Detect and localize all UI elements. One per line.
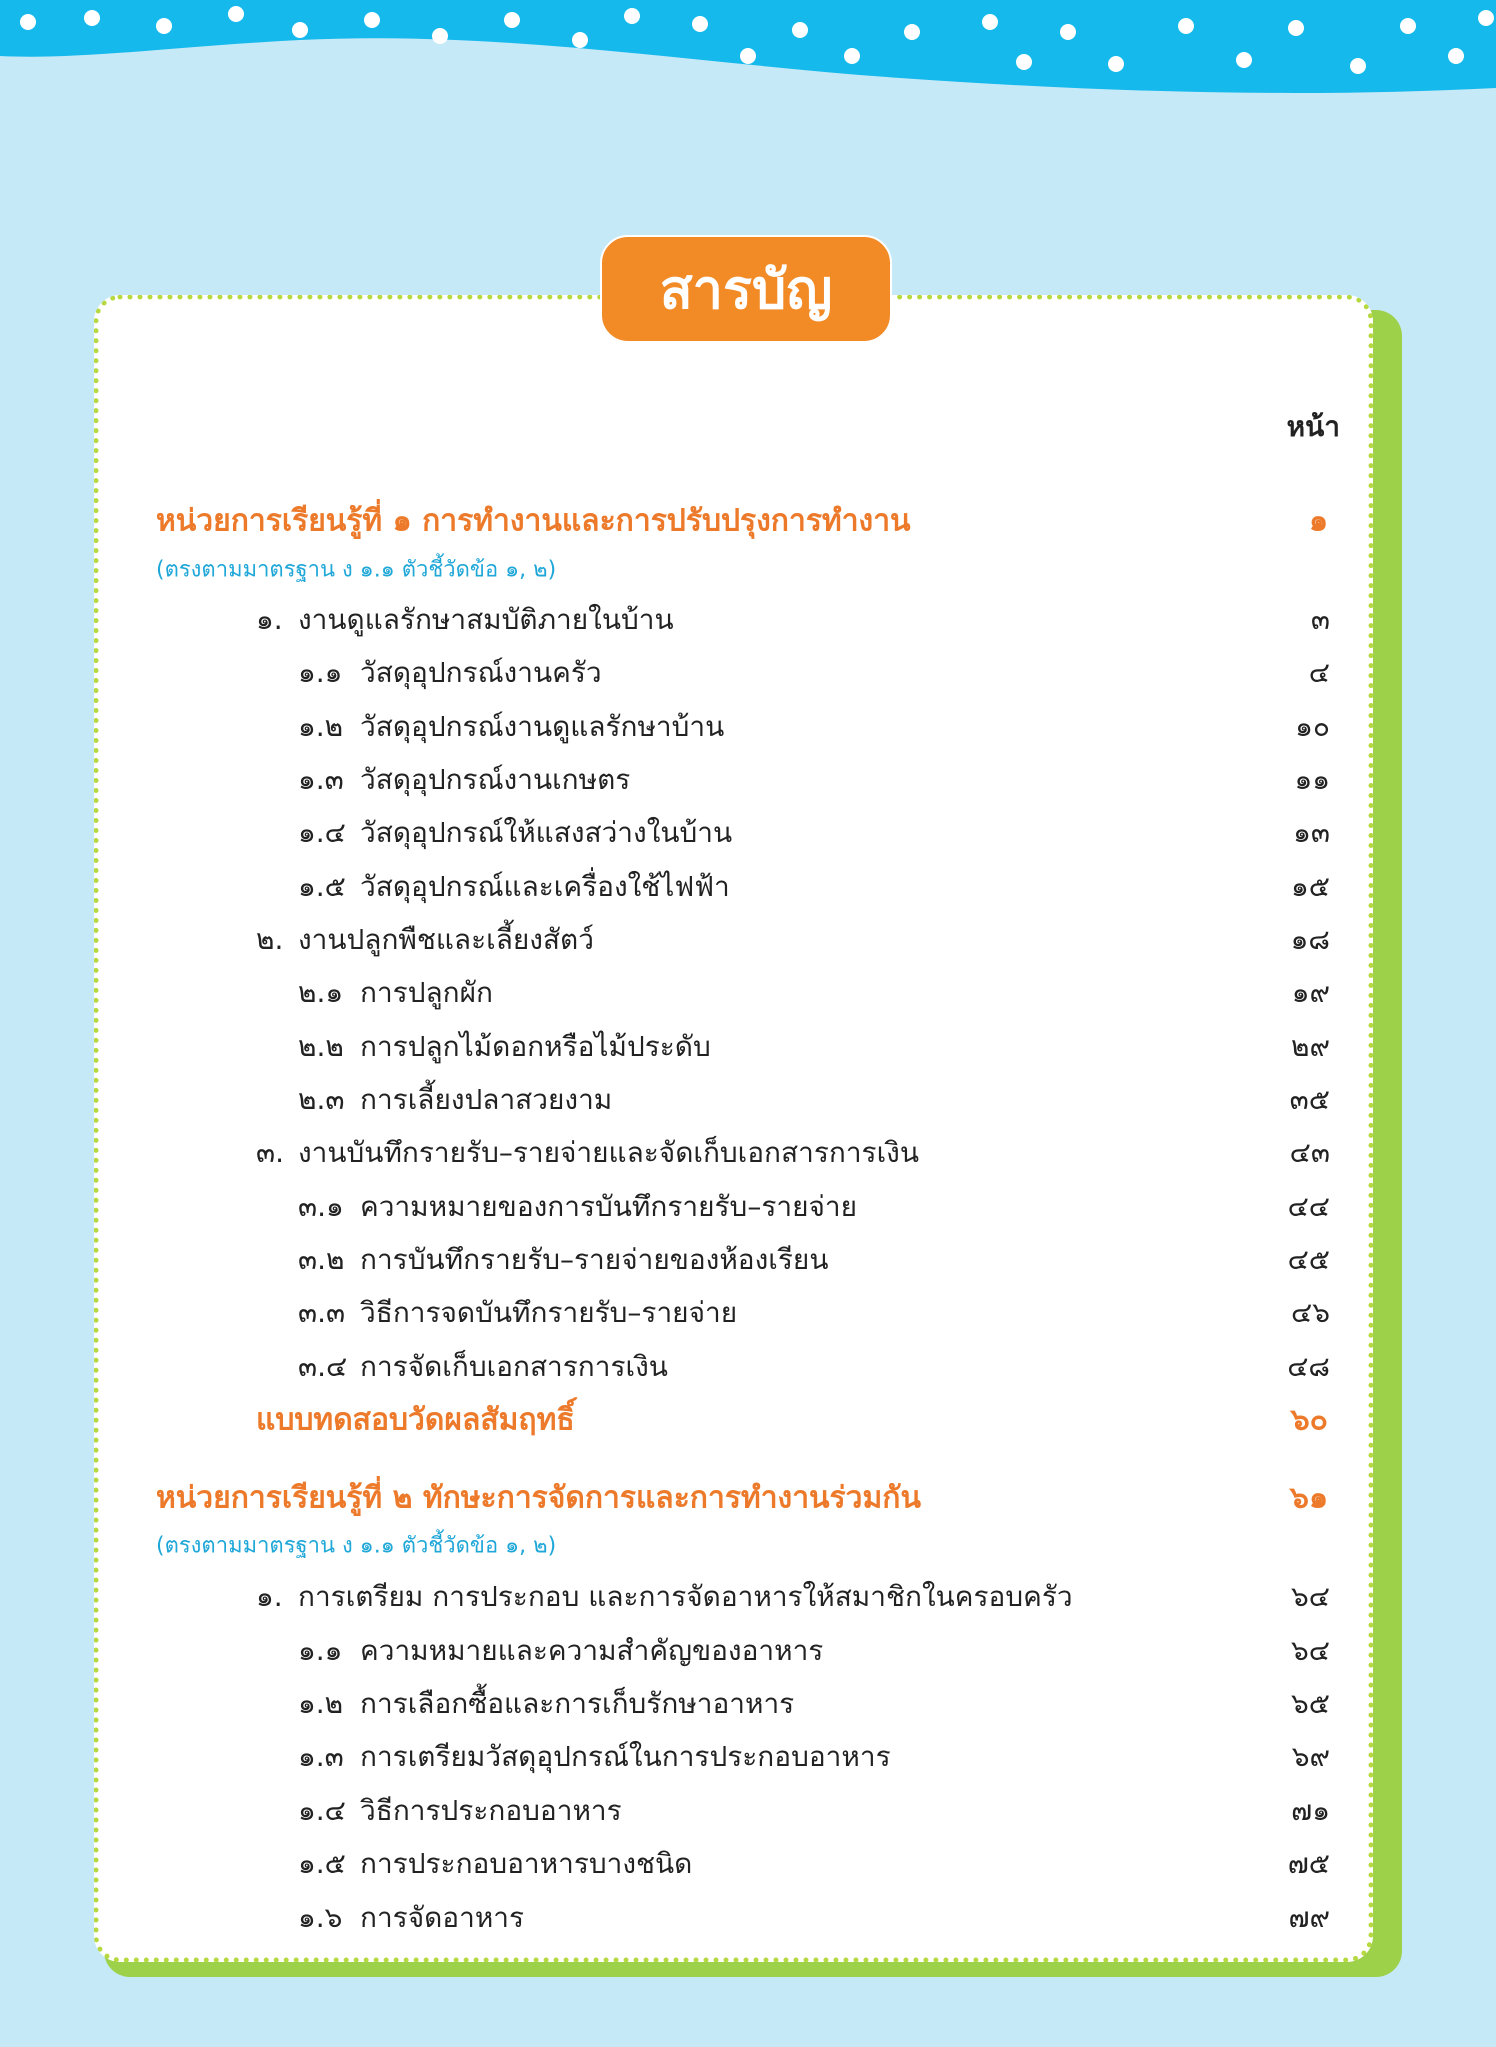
toc-entry-l2 <box>0 1837 1496 1891</box>
toc-entry-label: การประกอบอาหารบางชนิด <box>360 1847 693 1880</box>
toc-entry-l2 <box>0 806 1496 860</box>
toc-entry-number: ๑.๒ <box>298 1687 344 1720</box>
toc-entry-number: ๑.๓ <box>298 1740 344 1773</box>
toc-entry-label: วัสดุอุปกรณ์ให้แสงสว่างในบ้าน <box>360 816 733 849</box>
toc-entry-label: การเตรียมวัสดุอุปกรณ์ในการประกอบอาหาร <box>360 1740 891 1773</box>
toc-entry-std <box>0 542 1496 596</box>
toc-entry-page: ๑๙ <box>1291 976 1330 1009</box>
toc-entry-page: ๑๑ <box>1294 763 1330 796</box>
toc-entry-l1 <box>0 1126 1496 1180</box>
toc-entry-page: ๑๘ <box>1290 923 1330 956</box>
toc-entry-label: วัสดุอุปกรณ์งานครัว <box>360 656 602 689</box>
toc-entry-label: การปลูกไม้ดอกหรือไม้ประดับ <box>360 1030 711 1063</box>
toc-entry-number: ๓.๔ <box>298 1350 348 1383</box>
toc-entry-l2 <box>0 966 1496 1020</box>
toc-entry-page: ๓ <box>1310 603 1330 636</box>
toc-entry-page: ๗๕ <box>1287 1847 1330 1880</box>
toc-entry-number: ๒. <box>256 923 284 956</box>
toc-entry-label: การเตรียม การประกอบ และการจัดอาหารให้สมาชิกในครอบครัว <box>298 1580 1073 1613</box>
toc-entry-label: (ตรงตามมาตรฐาน ง ๑.๑ ตัวชี้วัดข้อ ๑, ๒) <box>156 1533 557 1559</box>
toc-entry-number: ๑.๖ <box>298 1901 343 1934</box>
toc-entry-page: ๖๙ <box>1291 1740 1330 1773</box>
toc-entry-page: ๖๔ <box>1291 1634 1330 1667</box>
toc-entry-l1 <box>0 913 1496 967</box>
toc-entry-l2 <box>0 860 1496 914</box>
toc-entry-l2 <box>0 1286 1496 1340</box>
toc-entry-label: วัสดุอุปกรณ์งานเกษตร <box>360 763 631 796</box>
toc-entry-l2 <box>0 700 1496 754</box>
toc-entry-number: ๑. <box>256 603 283 636</box>
toc-entry-label: หน่วยการเรียนรู้ที่ ๑ การทำงานและการปรับปรุงการทำงาน <box>156 503 911 539</box>
toc-entry-l2 <box>0 1677 1496 1731</box>
toc-entry-number: ๒.๓ <box>298 1083 345 1116</box>
toc-entry-page: ๔ <box>1308 656 1330 689</box>
toc-entry-number: ๒.๒ <box>298 1030 344 1063</box>
toc-entry-l1 <box>0 593 1496 647</box>
toc-entry-number: ๑.๔ <box>298 1794 346 1827</box>
toc-entry-unit <box>0 494 1496 548</box>
toc-entry-label: การจัดอาหาร <box>360 1901 525 1934</box>
toc-entry-number: ๒.๑ <box>298 976 344 1009</box>
toc-entry-page: ๔๘ <box>1287 1350 1330 1383</box>
toc-entry-label: หน่วยการเรียนรู้ที่ ๒ ทักษะการจัดการและการทำงานร่วมกัน <box>156 1480 921 1516</box>
toc-entry-test <box>0 1393 1496 1447</box>
toc-entry-l1 <box>0 1570 1496 1624</box>
toc-entry-label: การปลูกผัก <box>360 976 493 1009</box>
toc-entry-page: ๔๖ <box>1291 1296 1330 1329</box>
toc-entry-l2 <box>0 1624 1496 1678</box>
toc-entry-std <box>0 1518 1496 1572</box>
toc-entry-label: งานดูแลรักษาสมบัติภายในบ้าน <box>298 603 674 636</box>
toc-entry-label: งานปลูกพืชและเลี้ยงสัตว์ <box>298 923 594 956</box>
toc-entry-l2 <box>0 1233 1496 1287</box>
toc-entry-number: ๓. <box>256 1136 285 1169</box>
toc-entry-number: ๓.๓ <box>298 1296 346 1329</box>
toc-entry-label: การจัดเก็บเอกสารการเงิน <box>360 1350 668 1383</box>
toc-entry-label: การบันทึกรายรับ–รายจ่ายของห้องเรียน <box>360 1243 829 1276</box>
toc-entry-page: ๖๔ <box>1291 1580 1330 1613</box>
toc-entry-number: ๑.๑ <box>298 1634 343 1667</box>
top-wave-decoration <box>0 0 1496 110</box>
toc-entry-label: วิธีการจดบันทึกรายรับ–รายจ่าย <box>360 1296 738 1329</box>
toc-entry-page: ๖๐ <box>1290 1402 1328 1438</box>
toc-entry-label: วิธีการประกอบอาหาร <box>360 1794 622 1827</box>
toc-entry-number: ๑.๑ <box>298 656 343 689</box>
toc-entry-l2 <box>0 1073 1496 1127</box>
toc-entry-l2 <box>0 1784 1496 1838</box>
toc-entry-l2 <box>0 1020 1496 1074</box>
toc-entry-l2 <box>0 1891 1496 1945</box>
toc-entry-page: ๗๑ <box>1291 1794 1330 1827</box>
toc-entry-page: ๑๓ <box>1293 816 1330 849</box>
toc-entry-label: ความหมายและความสำคัญของอาหาร <box>360 1634 824 1667</box>
toc-entry-l2 <box>0 1180 1496 1234</box>
page-column-header: หน้า <box>1286 410 1340 443</box>
toc-entry-page: ๔๕ <box>1287 1243 1330 1276</box>
toc-entry-number: ๓.๒ <box>298 1243 345 1276</box>
toc-entry-page: ๑๕ <box>1291 870 1330 903</box>
toc-entry-number: ๑.๒ <box>298 710 344 743</box>
toc-entry-page: ๗๙ <box>1288 1901 1330 1934</box>
toc-entry-number: ๑.๕ <box>298 1847 346 1880</box>
toc-entry-l2 <box>0 1730 1496 1784</box>
page-title: สารบัญ <box>600 235 892 343</box>
toc-entry-label: (ตรงตามมาตรฐาน ง ๑.๑ ตัวชี้วัดข้อ ๑, ๒) <box>156 557 557 583</box>
toc-entry-number: ๓.๑ <box>298 1190 344 1223</box>
toc-entry-label: วัสดุอุปกรณ์และเครื่องใช้ไฟฟ้า <box>360 870 730 903</box>
toc-entry-page: ๖๑ <box>1289 1480 1328 1516</box>
toc-entry-number: ๑.๕ <box>298 870 346 903</box>
toc-entry-l2 <box>0 646 1496 700</box>
toc-entry-page: ๑ <box>1308 503 1328 539</box>
toc-entry-page: ๒๙ <box>1291 1030 1330 1063</box>
toc-entry-label: วัสดุอุปกรณ์งานดูแลรักษาบ้าน <box>360 710 725 743</box>
toc-entry-page: ๖๕ <box>1291 1687 1330 1720</box>
toc-entry-number: ๑. <box>256 1580 283 1613</box>
toc-entry-number: ๑.๓ <box>298 763 344 796</box>
toc-entry-page: ๑๐ <box>1295 710 1330 743</box>
toc-entry-label: ความหมายของการบันทึกรายรับ–รายจ่าย <box>360 1190 858 1223</box>
toc-entry-label: การเลี้ยงปลาสวยงาม <box>360 1083 613 1116</box>
toc-entry-number: ๑.๔ <box>298 816 346 849</box>
toc-entry-unit <box>0 1471 1496 1525</box>
toc-entry-page: ๔๔ <box>1287 1190 1330 1223</box>
toc-entry-label: งานบันทึกรายรับ–รายจ่ายและจัดเก็บเอกสารการเงิน <box>298 1136 919 1169</box>
toc-entry-l2 <box>0 1340 1496 1394</box>
toc-entry-page: ๔๓ <box>1289 1136 1330 1169</box>
toc-entry-l2 <box>0 753 1496 807</box>
toc-entry-page: ๓๕ <box>1289 1083 1330 1116</box>
toc-entry-label: การเลือกซื้อและการเก็บรักษาอาหาร <box>360 1687 795 1720</box>
toc-entry-label: แบบทดสอบวัดผลสัมฤทธิ์ <box>256 1402 575 1438</box>
